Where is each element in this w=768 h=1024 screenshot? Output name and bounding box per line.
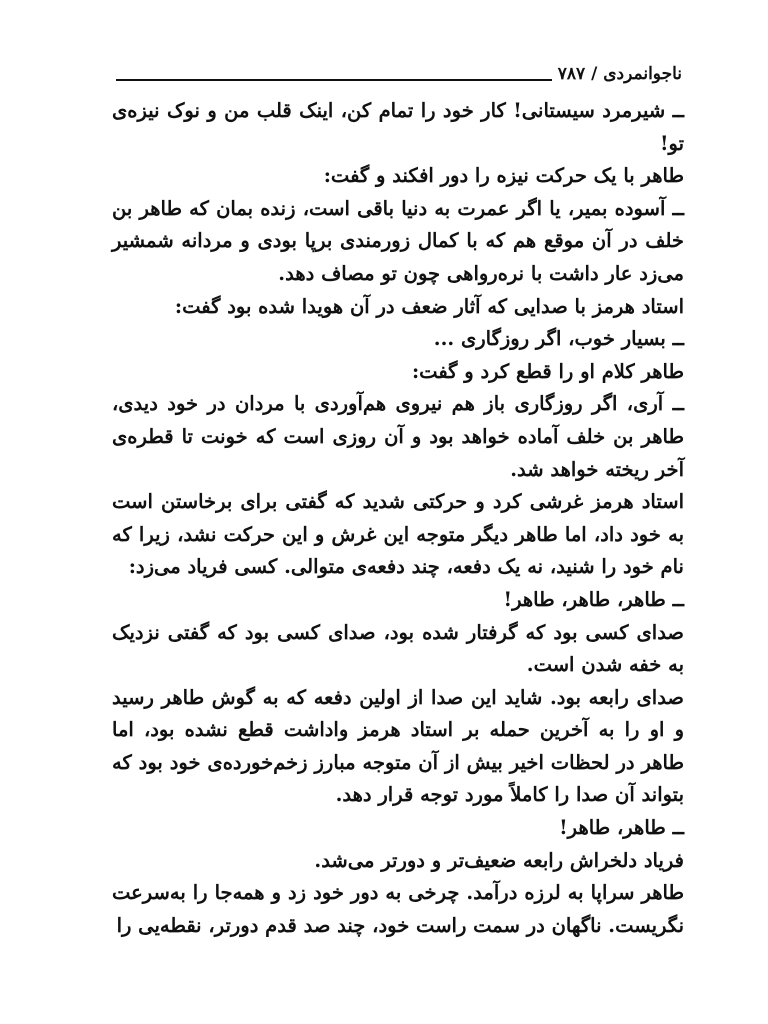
paragraph: صدای رابعه بود. شاید این صدا از اولین دفعه که به گوش طاهر رسید و او را به آخرین حمله بر استاد هرمز واداشت قطع نشده بود، اما طاهر در لحظات اخیر بیش از آن متوجه مبارز زخم‌خورده‌ی خود بود که بتواند آن صدا را کاملاً مورد توجه قرار دهد.: [112, 685, 684, 807]
paragraph: ــ آسوده بمیر، یا اگر عمرت به دنیا باقی است، زنده بمان که طاهر بن خلف در آن موقع هم که با کمال زورمندی برپا بودی و مردانه شمشیر می‌زد عار داشت با نره‌رواهی چون تو مصاف دهد.: [112, 196, 684, 285]
paragraph: استاد هرمز غرشی کرد و حرکتی شدید که گفتی برای برخاستن است به خود داد، اما طاهر دیگر متوجه این غرش و این حرکت نشد، زیرا که نام خود را شنید، نه یک دفعه، چند دفعه‌ی متوالی. کسی فریاد می‌زد:: [112, 490, 684, 579]
paragraph: ــ طاهر، طاهر، طاهر!: [503, 587, 684, 611]
paragraph: طاهر سراپا به لرزه درآمد. چرخی به دور خود زد و همه‌جا را به‌سرعت نگریست. ناگهان در سمت راست خود، چند صد قدم دورتر، نقطه‌یی را: [112, 881, 684, 937]
paragraph: طاهر کلام او را قطع کرد و گفت:: [411, 359, 684, 383]
paragraph: ــ آری، اگر روزگاری باز هم نیروی هم‌آوردی با مردان در خود دیدی، طاهر بن خلف آماده خواهد بود و آن روزی است که خونت تا قطره‌ی آخر ریخته خواهد شد.: [112, 392, 684, 481]
paragraph: استاد هرمز با صدایی که آثار ضعف در آن هویدا شده بود گفت:: [174, 294, 684, 318]
paragraph: فریاد دلخراش رابعه ضعیف‌تر و دورتر می‌شد.: [314, 848, 684, 872]
paragraph: صدای کسی بود که گرفتار شده بود، صدای کسی بود که گفتی نزدیک به خفه شدن است.: [112, 620, 684, 677]
running-title: ناجوانمردی / ۷۸۷: [557, 64, 682, 84]
paragraph: ــ بسیار خوب، اگر روزگاری ...: [433, 327, 684, 351]
paragraph: طاهر با یک حرکت نیزه را دور افکند و گفت:: [323, 164, 684, 188]
paragraph: ــ طاهر، طاهر!: [559, 816, 684, 840]
running-header: [116, 60, 682, 84]
body-text: [112, 95, 684, 942]
header-rule: [116, 79, 552, 81]
paragraph: ــ شیرمرد سیستانی! کار خود را تمام کن، اینک قلب من و نوک نیزه‌ی تو!: [112, 99, 684, 155]
